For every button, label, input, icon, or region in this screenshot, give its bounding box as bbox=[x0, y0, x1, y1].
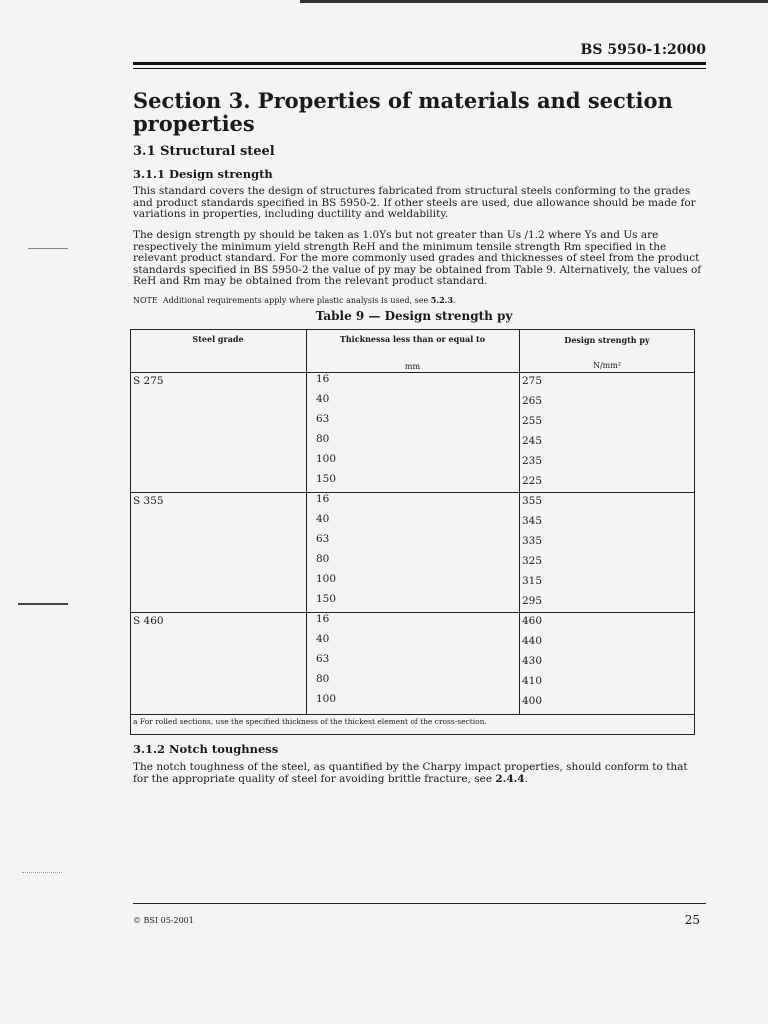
thickness-cell: 80 bbox=[316, 673, 330, 685]
design-strength-cell: 275 bbox=[522, 375, 543, 387]
thickness-cell: 16 bbox=[316, 373, 330, 385]
thickness-cell: 100 bbox=[316, 453, 337, 465]
thickness-cell: 40 bbox=[316, 633, 330, 645]
margin-mark bbox=[28, 248, 68, 249]
page-number: 25 bbox=[684, 913, 700, 927]
clause-ref: 2.4.4 bbox=[495, 772, 525, 785]
note-label: NOTE bbox=[133, 296, 158, 305]
thickness-cell: 80 bbox=[316, 553, 330, 565]
note-ref: 5.2.3 bbox=[430, 295, 454, 305]
design-strength-cell: 225 bbox=[522, 475, 543, 487]
standard-code: BS 5950-1:2000 bbox=[580, 42, 706, 58]
design-strength-cell: 245 bbox=[522, 435, 543, 447]
table-group-divider bbox=[130, 492, 695, 493]
header-rule bbox=[133, 68, 706, 69]
design-strength-cell: 410 bbox=[522, 675, 543, 687]
steel-grade-cell: S 275 bbox=[133, 375, 164, 387]
clause-heading: 3.1.1 Design strength bbox=[133, 167, 273, 181]
table-footnote-divider bbox=[130, 714, 695, 715]
column-header-grade: Steel grade bbox=[192, 334, 244, 344]
unit-strength: N/mm² bbox=[592, 361, 622, 370]
table-footnote: a For rolled sections, use the specified thickness of the thickest element of the cross-section. bbox=[133, 717, 487, 726]
steel-grade-cell: S 355 bbox=[133, 495, 164, 507]
thickness-cell: 40 bbox=[316, 393, 330, 405]
body-paragraph bbox=[133, 762, 703, 785]
note-text: Additional requirements apply where plastic analysis is used, see bbox=[162, 296, 431, 305]
design-strength-cell: 355 bbox=[522, 495, 543, 507]
note bbox=[133, 295, 456, 305]
footer-rule bbox=[133, 903, 706, 904]
thickness-cell: 100 bbox=[316, 573, 337, 585]
thickness-cell: 16 bbox=[316, 493, 330, 505]
table-column-divider bbox=[519, 329, 520, 715]
design-strength-cell: 345 bbox=[522, 515, 543, 527]
table-column-divider bbox=[306, 329, 307, 715]
margin-mark bbox=[22, 872, 62, 873]
margin-mark bbox=[18, 603, 68, 605]
copyright: © BSI 05-2001 bbox=[133, 916, 194, 925]
thickness-cell: 40 bbox=[316, 513, 330, 525]
design-strength-cell: 325 bbox=[522, 555, 543, 567]
steel-grade-cell: S 460 bbox=[133, 615, 164, 627]
thickness-cell: 80 bbox=[316, 433, 330, 445]
paragraph-end: . bbox=[524, 772, 528, 785]
table-group-divider bbox=[130, 612, 695, 613]
design-strength-cell: 265 bbox=[522, 395, 543, 407]
column-header-strength: Design strength py bbox=[564, 335, 650, 345]
table-caption: Table 9 — Design strength py bbox=[315, 309, 513, 323]
body-paragraph: This standard covers the design of structures fabricated from structural steels conforming to the grades and product standards specified in BS 5950-2. If other steels are used, due allowance should be made for variations in properties, including ductility and weldability. bbox=[133, 185, 696, 220]
body-paragraph: The design strength py should be taken as 1.0Ys but not greater than Us /1.2 where Ys and Us are respectively the minimum yield strength ReH and the minimum tensile strength Rm specified in the relevant product standard. For the more commonly used grades and thicknesses of steel from the product standards specified in BS 5950-2 the value of py may be obtained from Table 9. Alternatively, the values of ReH and Rm may be obtained from the relevant product standard. bbox=[133, 229, 702, 287]
thickness-cell: 63 bbox=[316, 653, 330, 665]
design-strength-cell: 295 bbox=[522, 595, 543, 607]
subsection-heading: 3.1 Structural steel bbox=[133, 144, 275, 159]
unit-thickness: mm bbox=[404, 362, 421, 371]
design-strength-cell: 400 bbox=[522, 695, 543, 707]
design-strength-cell: 255 bbox=[522, 415, 543, 427]
design-strength-cell: 460 bbox=[522, 615, 543, 627]
table-border bbox=[130, 329, 695, 735]
scan-edge bbox=[300, 0, 768, 3]
design-strength-cell: 315 bbox=[522, 575, 543, 587]
thickness-cell: 63 bbox=[316, 533, 330, 545]
clause-heading: 3.1.2 Notch toughness bbox=[133, 742, 279, 756]
thickness-cell: 63 bbox=[316, 413, 330, 425]
design-strength-cell: 440 bbox=[522, 635, 543, 647]
thickness-cell: 100 bbox=[316, 693, 337, 705]
table-header-divider bbox=[130, 372, 695, 373]
thickness-cell: 16 bbox=[316, 613, 330, 625]
header-rule bbox=[133, 62, 706, 65]
paragraph-text: The notch toughness of the steel, as quantified by the Charpy impact properties, should conform to that for the appropriate quality of steel for avoiding brittle fracture, see bbox=[133, 761, 688, 785]
thickness-cell: 150 bbox=[316, 473, 337, 485]
design-strength-cell: 335 bbox=[522, 535, 543, 547]
design-strength-cell: 430 bbox=[522, 655, 543, 667]
section-title: Section 3. Properties of materials and section properties bbox=[133, 88, 673, 136]
note-end: . bbox=[453, 296, 456, 305]
column-header-thickness: Thicknessa less than or equal to bbox=[339, 334, 486, 344]
thickness-cell: 150 bbox=[316, 593, 337, 605]
design-strength-cell: 235 bbox=[522, 455, 543, 467]
